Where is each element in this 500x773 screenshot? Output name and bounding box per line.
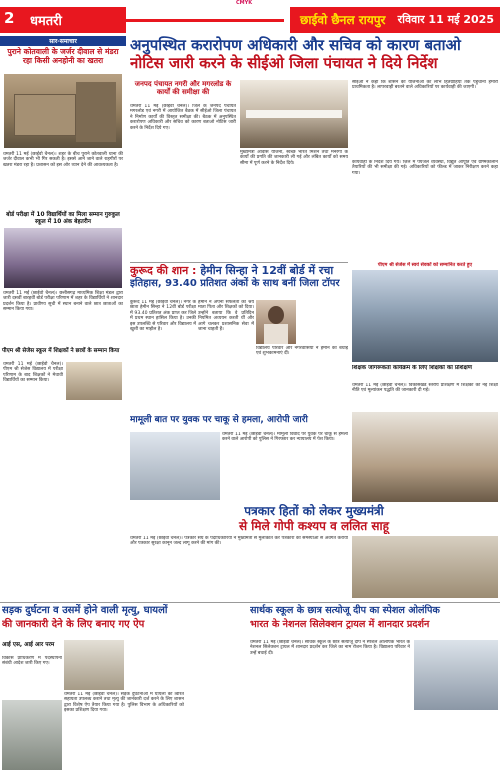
topper-headline-1: हेमीन सिन्हा ने 12वीं बोर्ड में रचा xyxy=(200,264,334,277)
story3-headline: पीएम श्री सेजेस स्कूल में शिक्षकों ने छात्रों के सम्मान किया xyxy=(2,348,120,354)
knife-attack-headline: मामूली बात पर युवक पर चाकू से हमला, आरोपी जारी xyxy=(130,415,308,425)
road-body: धमतरी 11 मई (छाईवो चैनल)। सड़क दुर्घटनाओं में घायलों को त्वरित सहायता उपलब्ध कराने तथा मृत्यु की जानकारी दर्ज करने के लिए शासन द्वारा विशेष ऐप तैयार किया गया है। पुलिस विभाग के अधिकारियों को इसका प्रशिक्षण दिया गया। xyxy=(64,692,184,714)
left-column xyxy=(0,36,126,401)
header-rule xyxy=(126,19,284,22)
topper-portrait xyxy=(256,300,296,344)
topper-body-3: विद्यालय परिवार और नगरवासियों ने हेमीन को बधाई एवं शुभकामनाएं दीं। xyxy=(256,346,348,357)
story1-headline: पुराने कोतवाली के जर्जर दीवाल से मंडरा रहा किसी अनहोनी का खतरा xyxy=(7,47,119,65)
divider-line-2 xyxy=(0,602,500,603)
feature-body: धमतरी 11 मई (छाईवो चैनल)। विकासखंड स्तरीय प्रशिक्षण में शिक्षकों को नई शिक्षा नीति एवं मूल्यांकन पद्धति की जानकारी दी गई। xyxy=(352,383,498,394)
masthead xyxy=(0,7,500,33)
road-headline-block xyxy=(2,604,248,638)
topper-body-2: हेमीन ने अपनी सफलता का श्रेय माता पिता और शिक्षकों को दिया। उन्होंने बताया कि वे प्रतिदिन नियमित अध्ययन करती थीं और आगे चलकर प्रशासनिक सेवा में जाना चाहती हैं। xyxy=(198,300,254,333)
road-headline-2: की जानकारी देने के लिए बनाए गए ऐप xyxy=(2,619,145,630)
journalist-meeting-photo xyxy=(352,412,498,502)
lead-body-3: सीईओ ने कहा कि शासन की योजनाओं का लाभ हितग्राहियों तक पहुंचाना हमारी प्राथमिकता है। लापरवाही बरतने वाले अधिकारियों पर कार्यवाही की जाएगी। xyxy=(352,80,498,91)
journalist-headline-block xyxy=(130,504,498,534)
section-title: धमतरी xyxy=(30,14,62,29)
olympic-headline-2: भारत के नेशनल सिलेक्शन ट्रायल में शानदार प्रदर्शन xyxy=(250,619,430,630)
training-photo xyxy=(64,640,124,690)
brand-name: छाईवो छैनल रायपुर xyxy=(300,13,386,27)
story3-photo xyxy=(66,362,122,400)
knife-attack-body: धमतरी 11 मई (छाईवो चैनल)। मामूली विवाद पर युवक पर चाकू से हमला करने वाले आरोपी को पुलिस ने गिरफ्तार कर न्यायालय में पेश किया। xyxy=(222,432,348,443)
brand-banner xyxy=(290,7,500,33)
olympic-body: धमतरी 11 मई (छाईवो चैनल)। सार्थक स्कूल के छात्र सत्योजू दीप ने स्पेशल ओलंपिक भारत के नेशनल सिलेक्शन ट्रायल में शानदार प्रदर्शन कर जिले का नाम रोशन किया है। विद्यालय परिवार ने उन्हें बधाई दी। xyxy=(250,640,410,656)
students-photo xyxy=(4,228,122,288)
right-column-body: कार्यवाही के निर्देश दिये गये। जिले में पेयजल व्यवस्था, विद्युत आपूर्ति एवं ग्रीष्मकालीन तैयारियों की भी समीक्षा की गई। अधिकारियों को फील्ड में जाकर निरीक्षण करने कहा गया। xyxy=(352,160,498,176)
page-number: 2 xyxy=(4,9,15,27)
journalist-body: धमतरी 11 मई (छाईवो चैनल)। पत्रकार संघ के पदाधिकारियों ने मुख्यमंत्री से मुलाकात कर पत्रकारों की समस्याओं से अवगत कराया और पत्रकार सुरक्षा कानून जल्द लागू करने की मांग की। xyxy=(130,536,348,547)
lead-headline-block xyxy=(130,36,498,76)
topper-headline-2: इतिहास, 93.40 प्रतिशत अंकों के साथ बनीं जिला टॉपर xyxy=(130,278,340,289)
story3-body: धमतरी 11 मई (छाईवो चैनल)। पीएम श्री सेजेस विद्यालय में परीक्षा परिणाम के बाद शिक्षकों ने मेधावी विद्यार्थियों का सम्मान किया। xyxy=(3,362,63,384)
journalist-photo-2 xyxy=(352,536,498,598)
wall-photo xyxy=(4,74,122,148)
road-photo xyxy=(2,700,62,770)
story1-body: धमतरी 11 मई (छाईवो चैनल)। शहर के बीच पुराने कोतवाली थाना की जर्जर दीवाल कभी भी गिर सकती है। इससे आने जाने वाले राहगीरों पर खतरा मंडरा रहा है। प्रशासन को इस ओर ध्यान देने की आवश्यकता है। xyxy=(3,152,123,168)
ceremony-caption: पीएम श्री सेजेस में स्वयं सेवकों को सम्मानित करते हुए xyxy=(377,263,473,268)
olympic-headline-1: सार्थक स्कूल के छात्र सत्योजू दीप का स्पेशल ओलंपिक xyxy=(250,605,440,616)
section-banner xyxy=(0,7,126,33)
journalist-headline-1: पत्रकार हितों को लेकर मुख्यमंत्री xyxy=(244,504,384,518)
road-headline-1: सड़क दुर्घटना व उसमें होने वाली मृत्यु, घायलों xyxy=(2,605,168,616)
story2-headline: बोर्ड परीक्षा में 10 विद्यार्थियों का मिला सम्मान गुरुकुल स्कूल में 10 अंक बेहतरीन xyxy=(6,212,120,225)
ceremony-photo xyxy=(352,270,498,362)
topper-headline-block xyxy=(130,264,348,298)
feature-headline: शिक्षक जागरूकता कार्यक्रम के लिए शिक्षकों का प्रशिक्षण xyxy=(352,365,472,371)
divider-line xyxy=(130,262,348,263)
road-sidebar-body: विकास प्राधिकरण में पदस्थापना संबंधी आदेश जारी किए गए। xyxy=(2,656,62,667)
lead-body-1: धमतरी 11 मई (छाईवो चैनल)। जिले के जनपद पंचायत मगरलोड एवं नगरी में आयोजित बैठक में सीईओ जिला पंचायत ने निर्माण कार्यों की विस्तृत समीक्षा की। बैठक में अनुपस्थित करारोपण अधिकारी और सचिव को कारण बताओ नोटिस जारी करने के निर्देश दिये गए। xyxy=(130,104,236,131)
news-brief-tag: सार-समाचार xyxy=(0,36,126,46)
road-sidebar-headline: आई एस, आई आर परम xyxy=(2,642,55,648)
lead-body-2: मुख्यमंत्री आवास योजना, स्वच्छ भारत मिशन तथा मनरेगा के कार्यों की प्रगति की जानकारी ली गई और लंबित कार्यों को समय सीमा में पूर्ण करने के निर्देश दिये। xyxy=(240,150,348,166)
olympic-headline-block xyxy=(250,604,498,638)
lead-headline-2: नोटिस जारी करने के सीईओ जिला पंचायत ने दिये निर्देश xyxy=(130,54,438,72)
meeting-photo xyxy=(240,80,348,148)
cmyk-mark: CMYK xyxy=(236,0,253,6)
lead-headline-1: अनुपस्थित करारोपण अधिकारी और सचिव को कारण बताओ xyxy=(130,36,461,54)
topper-kicker: कुरूद की शान : xyxy=(130,264,197,277)
arrest-photo xyxy=(130,432,220,500)
athlete-photo xyxy=(414,640,498,710)
journalist-headline-2: से मिले गोपी कश्यप व ललित साहू xyxy=(239,519,389,533)
lead-subhead: जनपद पंचायत नगरी और मगरलोड के कार्यों की समीक्षा की xyxy=(134,80,232,96)
story2-body: धमतरी 11 मई (छाईवो चैनल)। छत्तीसगढ़ माध्यमिक शिक्षा मंडल द्वारा जारी दसवीं बारहवीं बोर्ड परीक्षा परिणाम में शहर के विद्यार्थियों ने शानदार प्रदर्शन किया है। प्रावीण्य सूची में स्थान बनाने वाले छात्र छात्राओं का सम्मान किया गया। xyxy=(3,291,123,313)
issue-date: रविवार 11 मई 2025 xyxy=(397,13,494,26)
topper-body-1: कुरूद 11 मई (छाईवो चैनल)। नगर के छात्रा हेमीन सिन्हा ने 12वीं बोर्ड परीक्षा में 93.40 प्रतिशत अंक प्राप्त कर जिले में प्रथम स्थान हासिल किया है। उनकी इस उपलब्धि से परिवार और विद्यालय में खुशी का माहौल है। xyxy=(130,300,196,333)
